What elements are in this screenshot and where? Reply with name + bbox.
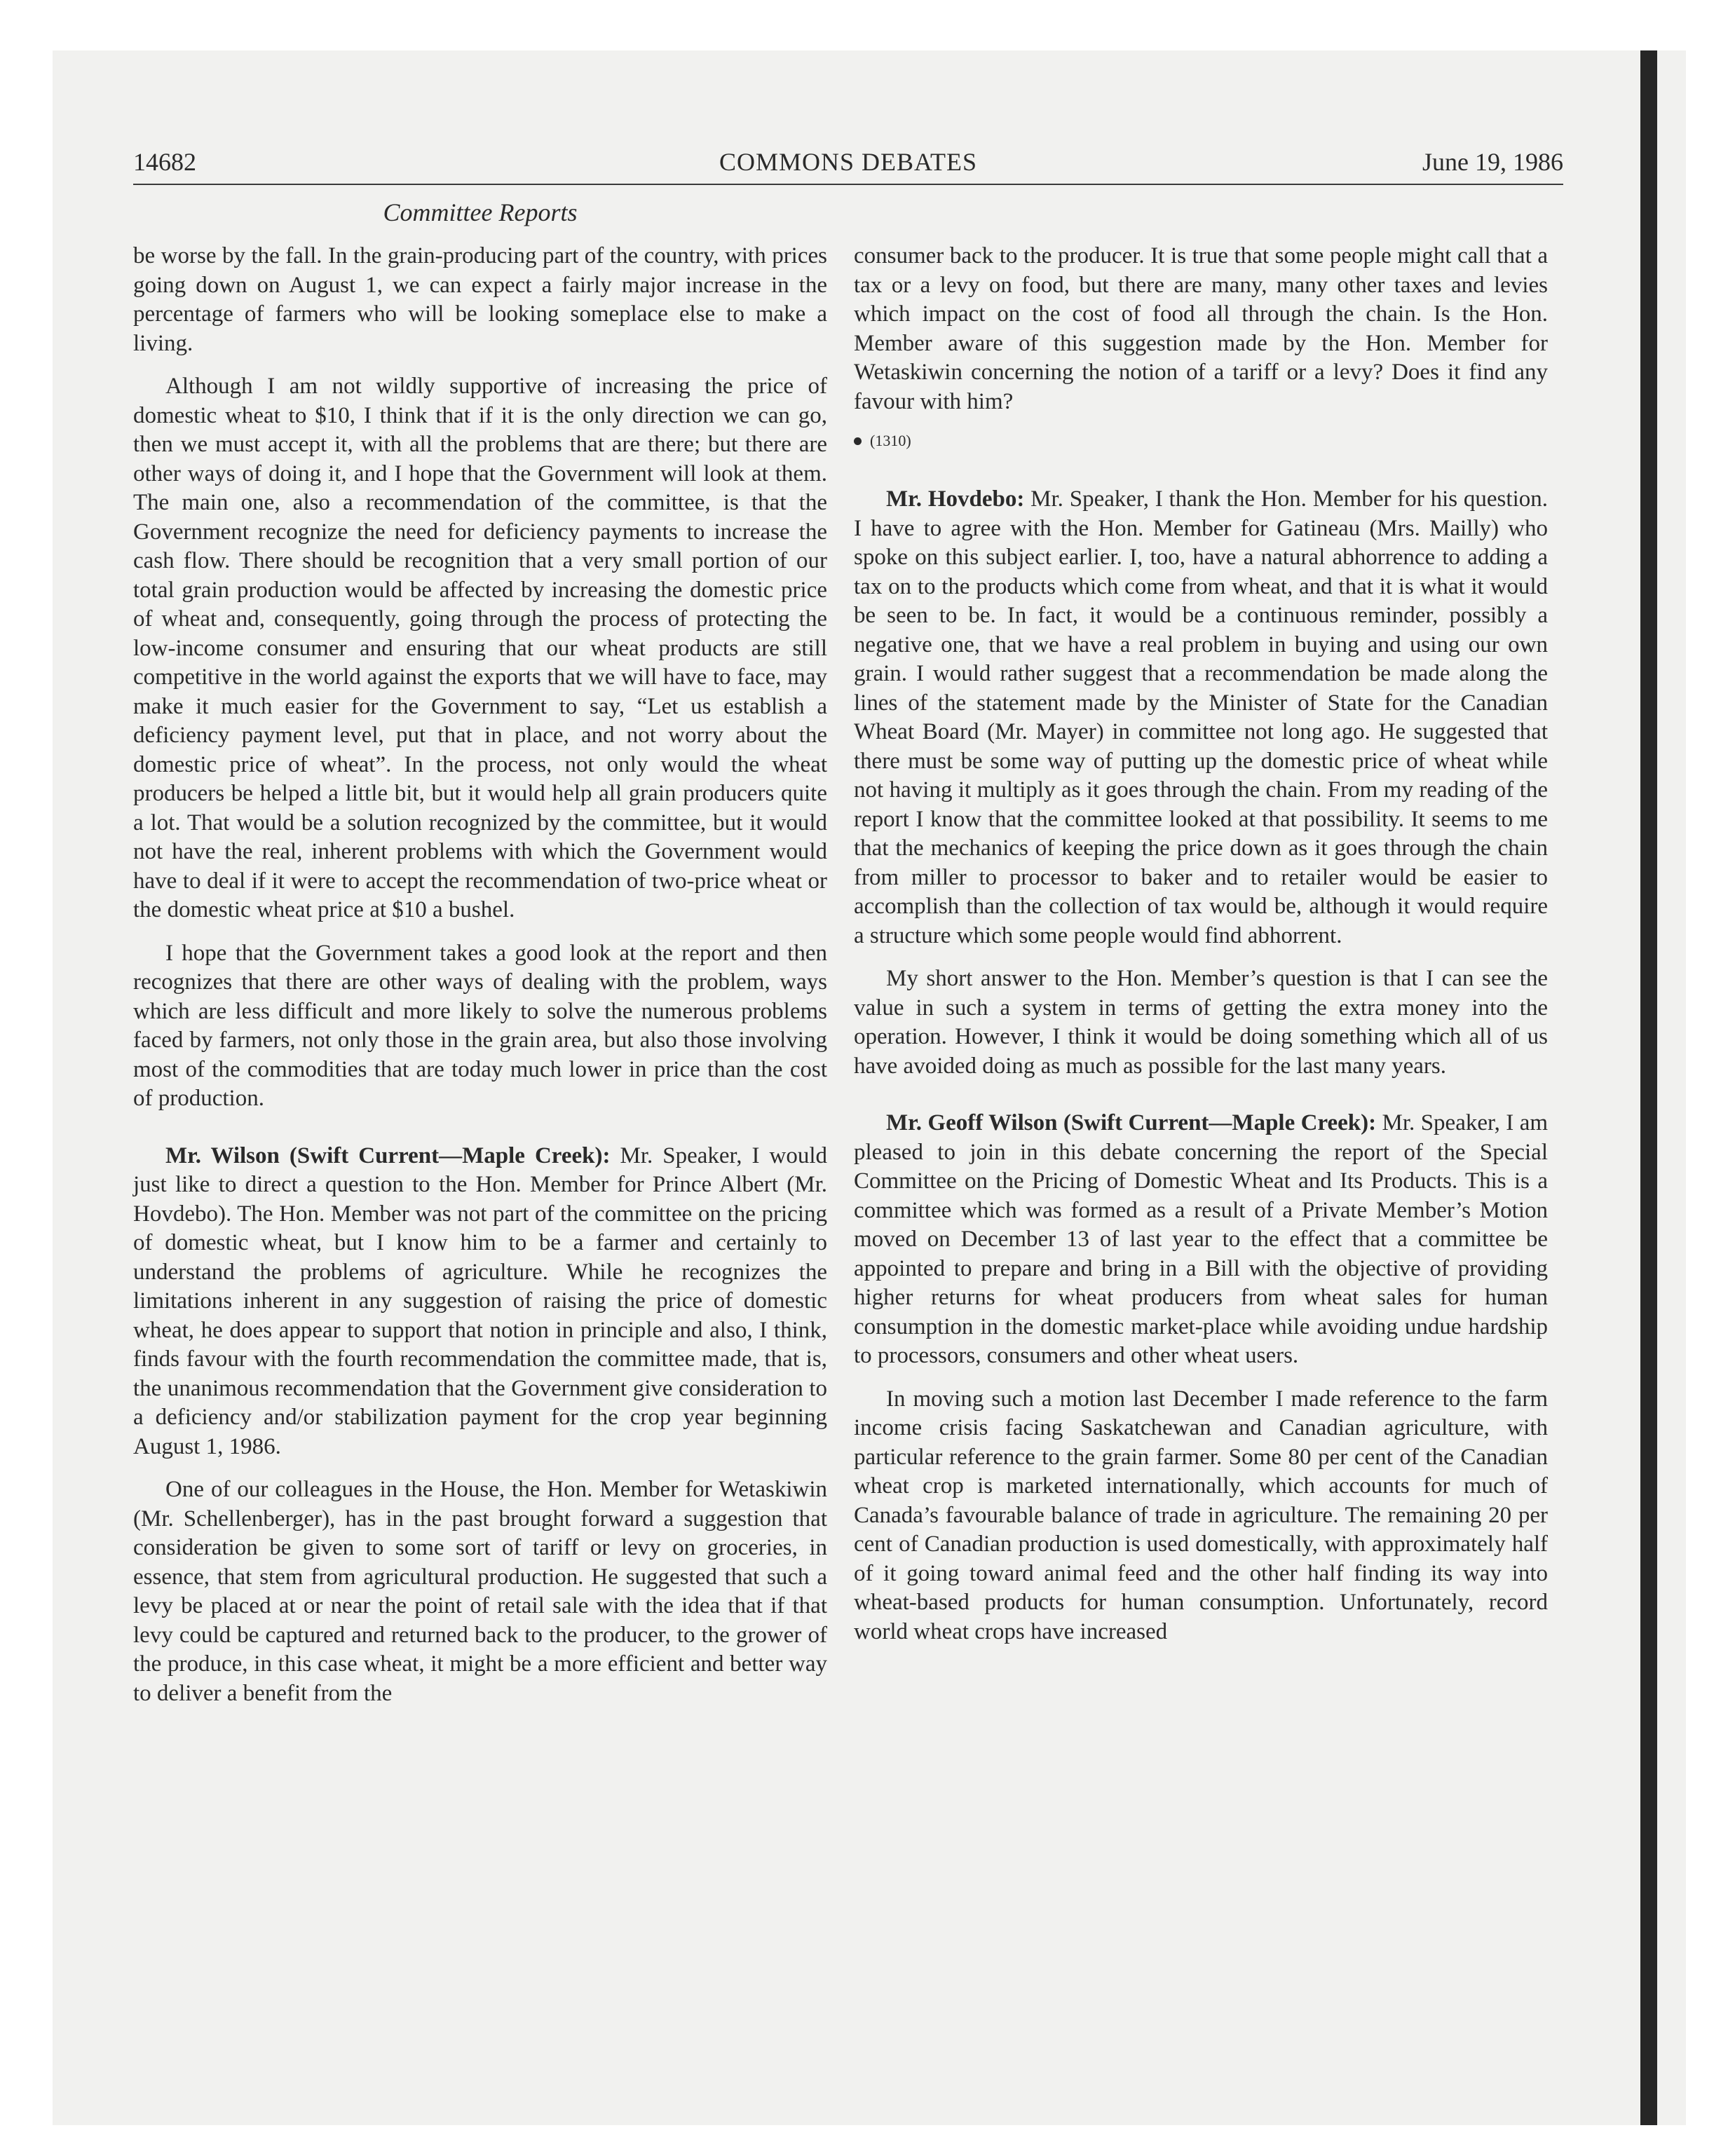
paragraph: My short answer to the Hon. Member’s question is that I can see the value in such a system in terms of getting the extra money into the operation. However, I think it would be doing something which all of us have avoided doing as much as possible for the last many years. [854,966,1548,1079]
speaker-name: Mr. Wilson (Swift Current—Maple Creek): [165,1142,611,1168]
scan-edge-bar [1640,50,1657,2125]
page-number: 14682 [133,148,196,176]
right-column [854,242,1548,1660]
paragraph: consumer back to the producer. It is true that some people might call that a tax or a levy on food, but there are many, many other taxes and levies which impact on the cost of food all through the chain. Is the Hon. Member aware of this suggestion made by the Hon. Member for Wetaskiwin concerning the notion of a tariff or a levy? Does it find any favour with him? [854,243,1548,414]
speech-paragraph [854,1109,1548,1371]
speech-paragraph [854,485,1548,950]
speaker-name: Mr. Geoff Wilson (Swift Current—Maple Creek): [886,1110,1377,1135]
paragraph: I hope that the Government takes a good look at the report and then recognizes that there are other ways of dealing with the problem, ways which are less difficult and more likely to solve the numerous problems faced by farmers, not only those in the grain area, but also those involving most of the commodities that are today much lower in price than the cost of production. [133,940,827,1111]
speech-text: Mr. Speaker, I thank the Hon. Member for his question. I have to agree with the Hon. Member for Gatineau (Mrs. Mailly) who spoke on this subject earlier. I, too, have a natural abhorrence to adding a tax on to the products which come from wheat, and that it is what it would be seen to be. In fact, it would be a continuous reminder, possibly a negative one, that we have a real problem in buying and using our own grain. I would rather suggest that a recommendation be made along the lines of the statement made by the Minister of State for the Canadian Wheat Board (Mr. Mayer) in committee not long ago. He suggested that there must be some way of putting up the domestic price of wheat while not having it multiply as it goes through the chain. From my reading of the report I know that the committee looked at that possibility. It seems to me that the mechanics of keeping the price down as it goes through the chain from miller to processor to baker and to retailer would be easier to accomplish than the collection of tax would be, although it would require a structure which some people would find abhorrent. [854,486,1548,948]
left-column [133,242,827,1722]
speech-text: Mr. Speaker, I would just like to direct a question to the Hon. Member for Prince Albert (Mr. Hovdebo). The Hon. Member was not part of the committee on the pricing of domestic wheat, but I know him to be a farmer and certainly to understand the problems of agriculture. While he recognizes the limitations inherent in any suggestion of raising the price of domestic wheat, he does appear to support that notion in principle and also, I think, finds favour with the fourth recommendation the committee made, that is, the unanimous recommendation that the Government give consideration to a deficiency and/or stabilization payment for the crop year beginning August 1, 1986. [133,1142,828,1459]
speaker-name: Mr. Hovdebo: [886,486,1025,512]
paragraph: Although I am not wildly supportive of increasing the price of domestic wheat to $10, I think that if it is the only direction we can go, then we must accept it, with all the problems that are there; but there are other ways of doing it, and I hope that the Government will look at them. The main one, also a recommendation of the committee, is that the Government recognize the need for deficiency payments to increase the cash flow. There should be recognition that a very small portion of our total grain production would be affected by increasing the domestic price of wheat and, consequently, going through the process of protecting the low-income consumer and ensuring that our wheat products are still competitive in the world against the exports that we will have to face, may make it much easier for the Government to say, “Let us establish a deficiency payment level, put that in place, and not worry about the domestic price of wheat”. In the process, not only would the wheat producers be helped a little bit, but it would help all grain producers quite a lot. That would be a solution recognized by the committee, but it would not have the real, inherent problems with which the Government would have to deal if it were to accept the recommendation of two-price wheat or the domestic wheat price at $10 a bushel. [133,374,827,922]
speech-paragraph [133,1142,827,1462]
speech-text: Mr. Speaker, I am pleased to join in this debate concerning the report of the Special Committee on the Pricing of Domestic Wheat and Its Products. This is a committee which was formed as a result of a Private Member’s Motion moved on December 13 of last year to the effect that a committee be appointed to prepare and bring in a Bill with the objective of providing higher returns for wheat producers from wheat sales for human consumption in the domestic market-place while avoiding undue hardship to processors, consumers and other wheat users. [854,1110,1549,1368]
page-header [133,147,1563,189]
paragraph: In moving such a motion last December I made reference to the farm income crisis facing Saskatchewan and Canadian agriculture, with particular reference to the grain farmer. Some 80 per cent of the Canadian wheat crop is marketed internationally, which accounts for much of Canada’s favourable balance of trade in agriculture. The remaining 20 per cent of Canadian production is used domestically, with approximately half of it going toward animal feed and the other half finding its way into wheat-based products for human consumption. Unfortunately, record world wheat crops have increased [854,1386,1548,1644]
publication-date: June 19, 1986 [1422,148,1563,176]
timestamp: (1310) [870,432,911,449]
header-rule [133,184,1563,185]
timestamp-marker [854,430,1548,451]
paragraph: be worse by the fall. In the grain-producing part of the country, with prices going down on August 1, we can expect a fairly major increase in the percentage of farmers who will be looking someplace else to make a living. [133,243,827,356]
publication-title: COMMONS DEBATES [719,148,978,176]
bullet-icon [854,437,862,445]
paragraph: One of our colleagues in the House, the Hon. Member for Wetaskiwin (Mr. Schellenberger), has in the past brought forward a suggestion that consideration be given to some sort of tariff or levy on groceries, in essence, that stem from agricultural production. He suggested that such a levy be placed at or near the point of retail sale with the idea that if that levy could be captured and returned back to the producer, to the grower of the produce, in this case wheat, it might be a more efficient and better way to deliver a benefit from the [133,1477,827,1706]
section-title: Committee Reports [383,198,578,226]
